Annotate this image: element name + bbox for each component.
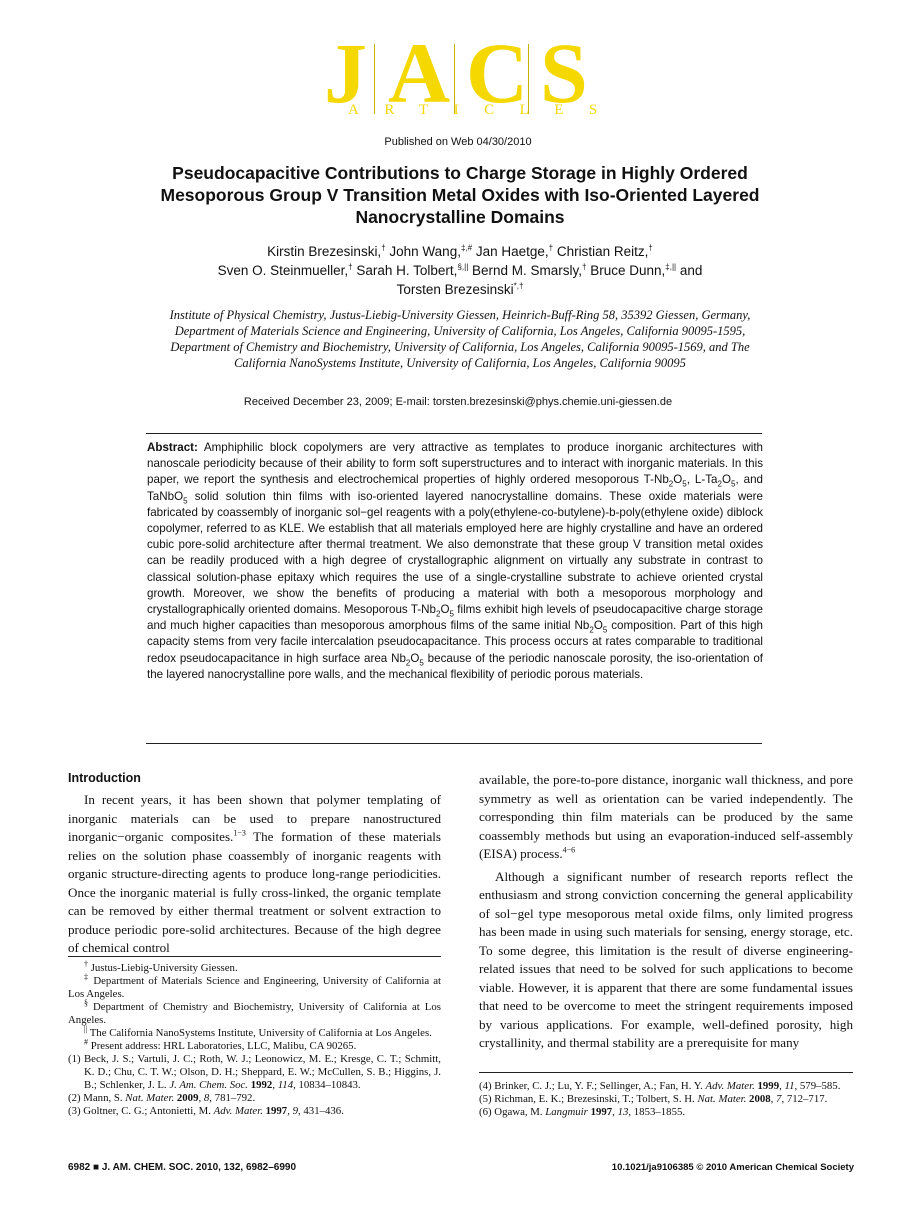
abstract-text: O bbox=[410, 651, 420, 665]
abstract-text: O bbox=[593, 619, 603, 633]
published-date: Published on Web 04/30/2010 bbox=[384, 136, 532, 148]
author-mark: † bbox=[582, 262, 587, 272]
ref-year: 2008 bbox=[746, 1093, 771, 1105]
author-mark: *,† bbox=[513, 281, 524, 291]
page-footer-citation: 6982 ■ J. AM. CHEM. SOC. 2010, 132, 6982–6990 bbox=[68, 1162, 297, 1173]
ref-volume: , 8 bbox=[198, 1092, 210, 1104]
citation-ref: 1−3 bbox=[233, 828, 246, 838]
paragraph-text: available, the pore-to-pore distance, inorganic wall thickness, and pore symmetry as well as orientation can be varied independently. The corresponding thin film materials can be produced by the same coassembly methods but using an evaporation-induced self-assembly (EISA) process. bbox=[479, 772, 853, 861]
section-heading: Introduction bbox=[68, 771, 141, 785]
footnote-mark: # bbox=[84, 1037, 88, 1047]
ref-pages: , 712–717. bbox=[781, 1093, 828, 1105]
footnote-text: Justus-Liebig-University Giessen. bbox=[88, 962, 238, 974]
ref-year: 2009 bbox=[174, 1092, 199, 1104]
subscript: 5 bbox=[682, 479, 687, 489]
article-title: Pseudocapacitive Contributions to Charge Storage in Highly Ordered Mesoporous Group V Transition Metal Oxides with Iso-Oriented Layered Nanocrystalline Domains bbox=[160, 163, 760, 227]
logo-letter-a: A bbox=[388, 25, 451, 121]
logo-subtitle: ARTICLES bbox=[348, 102, 623, 118]
ref-journal: Adv. Mater. bbox=[213, 1105, 263, 1117]
ref-year: 1999 bbox=[754, 1080, 780, 1092]
footnote-mark: ‡ bbox=[84, 972, 90, 982]
author: Kirstin Brezesinski, bbox=[267, 244, 382, 259]
abstract-text: , and TaNbO bbox=[147, 473, 763, 503]
ref-pages: , 431–436. bbox=[298, 1105, 344, 1117]
footnote-mark: † bbox=[84, 959, 88, 969]
body-paragraph: Although a significant number of research reports reflect the enthusiasm and strong conviction concerning the general applicability of sol−gel type mesoporous metal oxide films, only limited progress has been made in using such materials for sensing, energy storage, etc. To some degree, this limitation is the result of diverse engineering-related issues that need to be solved for such applications to become viable. However, it is apparent that there are some fundamental issues that need to be overcome to meet the stringent requirements imposed by various applications. For example, well-defined porosity, high crystallinity, and thermal stability are a prerequisite for many bbox=[479, 868, 853, 1050]
abstract-text: solid solution thin films with iso-oriented layered nanocrystalline domains. These oxide materials were fabricated by coassembly of inorganic sol−gel reagents with a poly(ethylene-co-butylene)-b-poly(ethylene oxide) diblock copolymer, referred to as KLE. We establish that all materials employed here are highly crystalline and have an ordered cubic pore-solid architecture after thermal treatment. We also demonstrate that these group V transition metal oxides can be readily produced with a high degree of crystallographic alignment on virtually any substrate in contrast to classical solution-phase epitaxy which requires the use of a single-crystalline substrate to achieve oriented crystal growth. Moreover, we show the benefits of producing a material with both a mesoporous morphology and crystallographically oriented domains. Mesoporous T-Nb bbox=[147, 489, 763, 617]
footnote-text: Department of Chemistry and Biochemistry, University of California at Los Angeles. bbox=[68, 1001, 441, 1026]
ref-volume: , 9 bbox=[287, 1105, 298, 1117]
ref-year: 1992 bbox=[248, 1079, 273, 1091]
ref-pages: , 579–585. bbox=[794, 1080, 841, 1092]
ref-journal: Adv. Mater. bbox=[705, 1080, 755, 1092]
subscript: 2 bbox=[717, 479, 722, 489]
ref-journal: Langmuir bbox=[545, 1106, 588, 1118]
body-column-right bbox=[479, 771, 853, 1053]
footnote bbox=[68, 1037, 441, 1053]
author: John Wang, bbox=[385, 244, 461, 259]
footnote bbox=[68, 972, 441, 1001]
ref-year: 1997 bbox=[262, 1105, 288, 1117]
page-footer-doi: 10.1021/ja9106385 © 2010 American Chemical Society bbox=[611, 1162, 854, 1173]
author-mark: † bbox=[648, 243, 653, 253]
subscript: 5 bbox=[183, 495, 188, 505]
ref-volume: , 114 bbox=[272, 1079, 294, 1091]
subscript: 5 bbox=[449, 609, 454, 619]
footnote-mark: § bbox=[84, 998, 88, 1008]
affiliations: Institute of Physical Chemistry, Justus-Liebig-University Giessen, Heinrich-Buff-Ring 58, 35392 Giessen, Germany, Department of Materials Science and Engineering, University of California, Los Angeles, California 90095-1595, Department of Chemistry and Biochemistry, University of California, Los Angeles, California 90095-1569, and The California NanoSystems Institute, University of California, Los Angeles, California 90095 bbox=[169, 308, 751, 370]
ref-journal: Nat. Mater. bbox=[125, 1092, 175, 1104]
subscript: 2 bbox=[589, 625, 594, 635]
ref-pages: , 10834–10843. bbox=[293, 1079, 361, 1091]
author: Sven O. Steinmueller, bbox=[217, 263, 349, 278]
footnote-text: The California NanoSystems Institute, University of California at Los Angeles. bbox=[87, 1027, 432, 1039]
footnote-rule bbox=[479, 1072, 853, 1073]
abstract-label: Abstract: bbox=[147, 441, 198, 454]
reference bbox=[479, 1080, 853, 1093]
ref-pages: , 1853–1855. bbox=[628, 1106, 686, 1118]
abstract-text: O bbox=[440, 603, 450, 617]
footnotes-left bbox=[68, 959, 441, 1118]
footnotes-right bbox=[479, 1080, 853, 1119]
footnote bbox=[68, 998, 441, 1027]
reference bbox=[68, 1105, 441, 1118]
reference bbox=[479, 1093, 853, 1106]
subscript: 5 bbox=[730, 479, 736, 489]
author: Bruce Dunn, bbox=[586, 263, 666, 278]
logo-letter-j: J bbox=[324, 25, 367, 121]
logo-letter-s: S bbox=[540, 25, 588, 121]
author-mark: † bbox=[348, 262, 353, 272]
ref-authors: (4) Brinker, C. J.; Lu, Y. F.; Sellinger, A.; Fan, H. Y. bbox=[479, 1080, 706, 1092]
abstract-text: Amphiphilic block copolymers are very attractive as templates to produce inorganic architectures with nanoscale periodicity because of their ability to form soft superstructures and to interact with inorganic materials. In this paper, we report the synthesis and electrochemical properties of highly ordered mesoporous T-Nb bbox=[147, 441, 763, 487]
subscript: 5 bbox=[419, 657, 424, 667]
reference bbox=[68, 1092, 441, 1105]
author-and: and bbox=[676, 263, 703, 278]
ref-volume: , 13 bbox=[612, 1106, 629, 1118]
author-mark: † bbox=[548, 243, 554, 253]
abstract-top-rule bbox=[146, 433, 762, 434]
ref-journal: Nat. Mater. bbox=[697, 1093, 747, 1105]
author-mark: † bbox=[381, 243, 386, 253]
footnote bbox=[68, 1024, 441, 1040]
ref-year: 1997 bbox=[587, 1106, 613, 1118]
subscript: 2 bbox=[405, 657, 411, 667]
abstract-text: , L-Ta bbox=[686, 473, 718, 487]
abstract-text: because of the periodic nanoscale porosity, the iso-orientation of the layered nanocrystalline pore walls, and the mechanical flexibility of periodic porous materials. bbox=[147, 651, 763, 681]
author-mark: §,|| bbox=[457, 262, 469, 272]
author: Christian Reitz, bbox=[553, 244, 649, 259]
footnote-text: Department of Materials Science and Engineering, University of California at Los Angeles. bbox=[68, 975, 441, 1000]
ref-authors: (1) Beck, J. S.; Vartuli, J. C.; Roth, W. J.; Leonowicz, M. E.; Kresge, C. T.; Schmitt, K. D.; Chu, C. T. W.; Olson, D. H.; Sheppard, E. W.; McCullen, S. B.; Higgins, J. B.; Schlenker, J. L. bbox=[68, 1053, 441, 1091]
reference bbox=[479, 1106, 853, 1119]
reference bbox=[68, 1053, 441, 1092]
ref-authors: (2) Mann, S. bbox=[68, 1092, 126, 1104]
author-mark: ‡,# bbox=[460, 243, 473, 253]
ref-journal: J. Am. Chem. Soc. bbox=[169, 1079, 249, 1091]
ref-pages: , 781–792. bbox=[209, 1092, 256, 1104]
logo-letter-c: C bbox=[466, 25, 529, 121]
footnote bbox=[68, 959, 441, 975]
abstract-text: films exhibit high levels of pseudocapacitive charge storage and much higher capacities than mesoporous amorphous films of the same initial Nb bbox=[147, 603, 763, 633]
author: Sarah H. Tolbert, bbox=[352, 263, 458, 278]
subscript: 2 bbox=[435, 609, 441, 619]
citation-ref: 4−6 bbox=[562, 845, 576, 855]
abstract-text: composition. Part of this high capacity stems from very facile intercalation pseudocapacitance. This process occurs at rates comparable to traditional redox pseudocapacitance in high surface area Nb bbox=[147, 619, 763, 665]
body-paragraph bbox=[479, 771, 853, 864]
paragraph-text: The formation of these materials relies on the solution phase coassembly of inorganic reagents with organic structure-directing agents to produce long-range periodicities. Once the inorganic material is fully cross-linked, the organic template can be removed by either thermal treatment or solvent extraction to produce periodic pore-solid architectures. Because of the high degree of chemical control bbox=[68, 829, 441, 955]
body-column-left bbox=[68, 769, 441, 958]
ref-authors: (5) Richman, E. K.; Brezesinski, T.; Tolbert, S. H. bbox=[479, 1093, 698, 1105]
ref-volume: , 7 bbox=[770, 1093, 782, 1105]
author: Jan Haetge, bbox=[472, 244, 549, 259]
abstract-text: O bbox=[673, 473, 683, 487]
abstract-text: O bbox=[721, 473, 731, 487]
ref-authors: (3) Goltner, C. G.; Antonietti, M. bbox=[68, 1105, 214, 1117]
footnote-mark: || bbox=[84, 1024, 88, 1034]
subscript: 2 bbox=[668, 479, 674, 489]
ref-volume: , 11 bbox=[779, 1080, 795, 1092]
subscript: 5 bbox=[602, 625, 608, 635]
author-mark: ‡,|| bbox=[665, 262, 677, 272]
abstract-bottom-rule bbox=[146, 743, 762, 744]
author: Bernd M. Smarsly, bbox=[468, 263, 583, 278]
received-email-line: Received December 23, 2009; E-mail: torsten.brezesinski@phys.chemie.uni-giessen.de bbox=[243, 396, 673, 408]
abstract bbox=[147, 440, 763, 683]
paragraph-text: In recent years, it has been shown that polymer templating of inorganic materials can be used to prepare nanostructured inorganic−organic composites. bbox=[68, 792, 441, 844]
author-list bbox=[150, 242, 770, 299]
footnote-text: Present address: HRL Laboratories, LLC, Malibu, CA 90265. bbox=[88, 1040, 357, 1052]
ref-authors: (6) Ogawa, M. bbox=[479, 1106, 546, 1118]
body-paragraph bbox=[68, 791, 441, 958]
author: Torsten Brezesinski bbox=[396, 282, 514, 297]
footnote-rule bbox=[68, 956, 441, 957]
